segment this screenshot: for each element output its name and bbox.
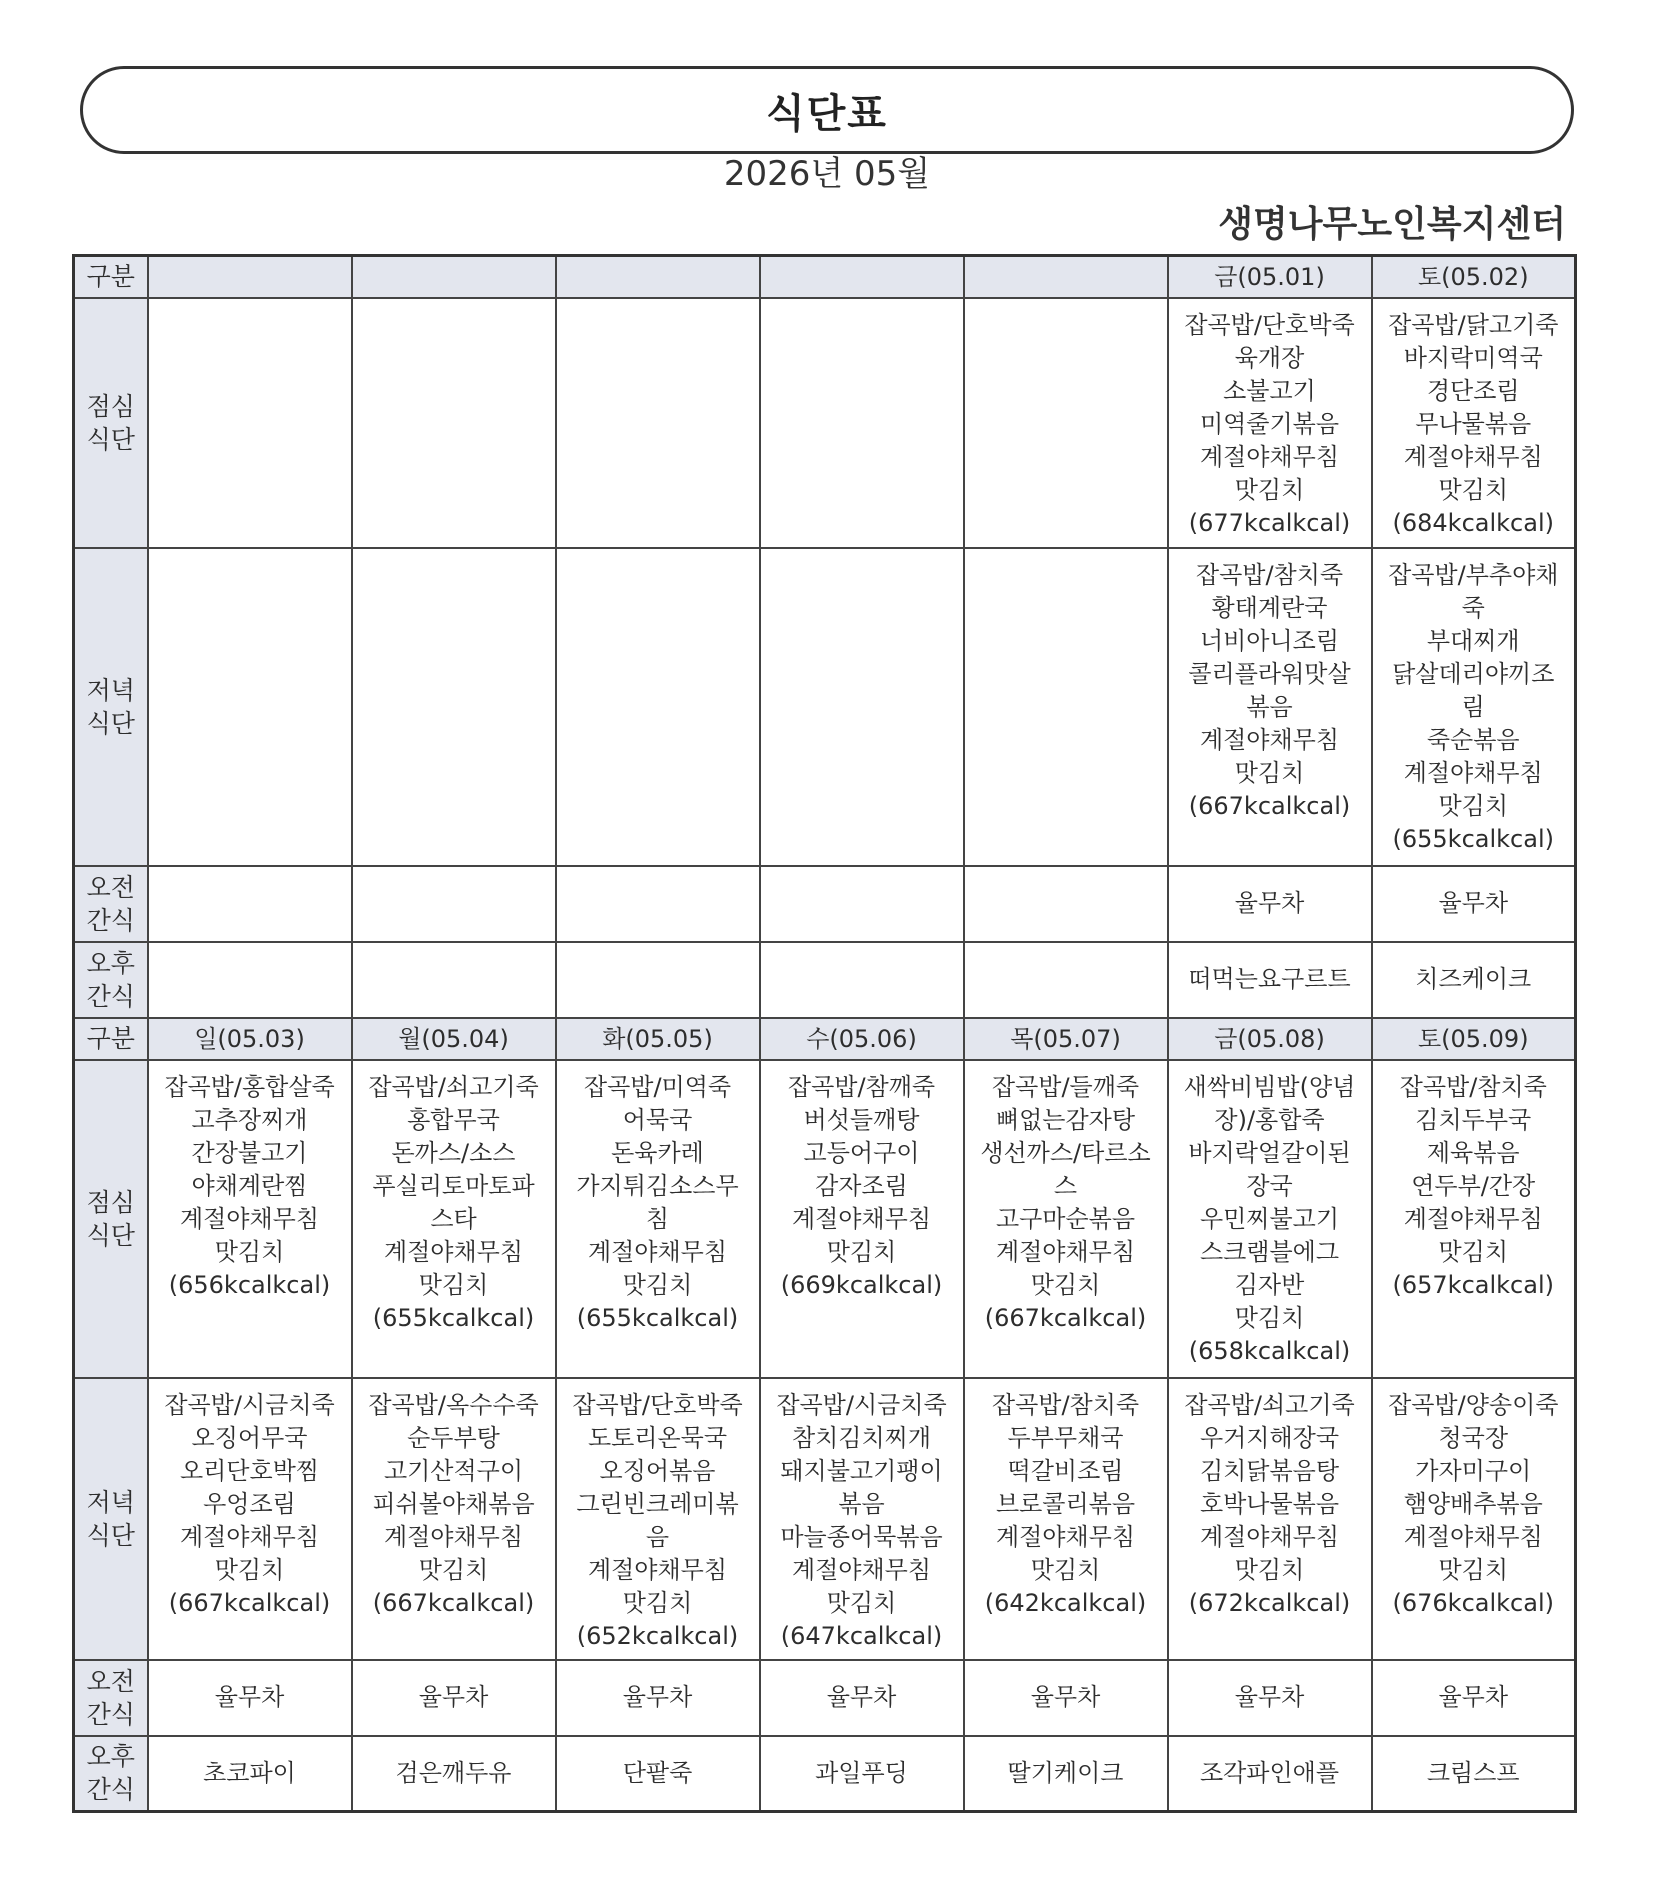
menu-item: 버섯들깨탕: [803, 1105, 920, 1134]
menu-item: 볶음: [838, 1489, 885, 1518]
snack-cell: 율무차: [148, 1660, 352, 1736]
snack-label-line: 간식: [86, 1699, 135, 1729]
menu-item: 맛김치: [826, 1237, 897, 1266]
am-snack-label: [74, 1660, 148, 1736]
dinner-menu-cell: [760, 1378, 964, 1660]
dinner-label: [74, 548, 148, 866]
menu-item: 잡곡밥/참치죽: [1195, 560, 1344, 589]
menu-item: 고추장찌개: [191, 1105, 308, 1134]
snack-label-line: 오후: [86, 948, 135, 978]
menu-item: 콜리플라워맛살: [1188, 659, 1351, 688]
menu-item: 계절야채무침: [587, 1237, 728, 1266]
menu-item: 두부무채국: [1007, 1423, 1124, 1452]
dinner-menu-cell: [964, 548, 1168, 866]
snack-cell: 율무차: [1372, 1660, 1576, 1736]
menu-item: 고기산적구이: [383, 1456, 524, 1485]
lunch-label: [74, 1060, 148, 1378]
menu-item: 간장불고기: [191, 1138, 308, 1167]
menu-item: 홍합무국: [407, 1105, 500, 1134]
menu-item: (657kcalkcal): [1392, 1270, 1554, 1299]
am-snack-row: [74, 1660, 1576, 1736]
week-header-row: [74, 1018, 1576, 1060]
snack-label-line: 오전: [86, 1666, 135, 1696]
menu-item: 도토리온묵국: [587, 1423, 728, 1452]
menu-item: 돈육카레: [611, 1138, 704, 1167]
menu-item: 잡곡밥/단호박죽: [572, 1390, 743, 1419]
dinner-menu-cell: [1372, 548, 1576, 866]
menu-item: 맛김치: [214, 1555, 285, 1584]
menu-item: 오징어무국: [191, 1423, 308, 1452]
menu-item: 잡곡밥/참치죽: [991, 1390, 1140, 1419]
menu-item: 잡곡밥/쇠고기죽: [368, 1072, 539, 1101]
menu-item: (658kcalkcal): [1188, 1336, 1351, 1365]
snack-cell: 떠먹는요구르트: [1168, 942, 1372, 1018]
dinner-menu-cell: [556, 548, 760, 866]
menu-item: 장국: [1246, 1171, 1293, 1200]
lunch-label: [74, 298, 148, 548]
snack-label-line: 간식: [86, 1775, 135, 1805]
lunch-menu-cell: [556, 1060, 760, 1378]
menu-item: (642kcalkcal): [984, 1588, 1147, 1617]
menu-item: (669kcalkcal): [780, 1270, 943, 1299]
dinner-menu-cell: [1168, 548, 1372, 866]
menu-item: 죽: [1461, 593, 1485, 622]
day-header: [148, 256, 352, 298]
menu-item: 잡곡밥/시금치죽: [776, 1390, 947, 1419]
menu-item: 계절야채무침: [791, 1555, 932, 1584]
lunch-label-line: 점심: [86, 391, 135, 421]
menu-item: 무나물볶음: [1415, 409, 1532, 438]
lunch-menu-cell: [760, 1060, 964, 1378]
menu-item: 생선까스/타르소: [980, 1138, 1151, 1167]
menu-item: 계절야채무침: [1403, 758, 1543, 787]
menu-item: 햄양배추볶음: [1403, 1489, 1543, 1518]
menu-item: 마늘종어묵볶음: [780, 1522, 943, 1551]
menu-item: 맛김치: [1438, 1237, 1509, 1266]
dinner-label-line: 식단: [86, 708, 135, 738]
menu-item: 림: [1461, 692, 1485, 721]
menu-item: (684kcalkcal): [1392, 508, 1554, 537]
menu-item: 잡곡밥/참치죽: [1399, 1072, 1547, 1101]
menu-item: 잡곡밥/홍합살죽: [164, 1072, 335, 1101]
lunch-menu-cell: [148, 1060, 352, 1378]
menu-item: 계절야채무침: [1199, 1522, 1340, 1551]
menu-item: (672kcalkcal): [1188, 1588, 1351, 1617]
menu-item: 잡곡밥/부추야채: [1388, 560, 1559, 589]
menu-item: (655kcalkcal): [372, 1303, 535, 1332]
pm-snack-row: [74, 1736, 1576, 1812]
lunch-menu-cell: [1168, 298, 1372, 548]
menu-item: 맛김치: [1438, 791, 1509, 820]
snack-cell: 율무차: [964, 1660, 1168, 1736]
category-label: 구분: [74, 256, 148, 298]
day-header: [964, 256, 1168, 298]
title-banner: [80, 66, 1574, 154]
menu-item: 계절야채무침: [587, 1555, 728, 1584]
menu-item: 맛김치: [622, 1270, 693, 1299]
menu-item: 맛김치: [1234, 758, 1305, 787]
snack-cell: 치즈케이크: [1372, 942, 1576, 1018]
menu-item: 바지락미역국: [1403, 343, 1543, 372]
am-snack-label: [74, 866, 148, 942]
menu-item: 음: [645, 1522, 670, 1551]
menu-item: 계절야채무침: [791, 1204, 932, 1233]
day-header: [352, 256, 556, 298]
day-header: 화(05.05): [556, 1018, 760, 1060]
menu-item: 맛김치: [1438, 1555, 1509, 1584]
lunch-label-line: 식단: [86, 424, 135, 454]
menu-item: 떡갈비조림: [1007, 1456, 1124, 1485]
menu-item: 감자조림: [815, 1171, 908, 1200]
pm-snack-label: [74, 942, 148, 1018]
menu-item: 침: [645, 1204, 670, 1233]
menu-item: 우엉조림: [203, 1489, 296, 1518]
menu-item: 맛김치: [1030, 1555, 1101, 1584]
snack-cell: 딸기케이크: [964, 1736, 1168, 1812]
menu-item: 볶음: [1246, 692, 1293, 721]
dinner-label-line: 저녁: [86, 1487, 135, 1517]
day-header: 수(05.06): [760, 1018, 964, 1060]
menu-item: (667kcalkcal): [1188, 791, 1351, 820]
menu-item: 경단조림: [1426, 376, 1520, 405]
menu-item: 푸실리토마토파: [372, 1171, 535, 1200]
menu-item: 맛김치: [214, 1237, 285, 1266]
menu-item: 그린빈크레미볶: [576, 1489, 739, 1518]
menu-item: 브로콜리볶음: [995, 1489, 1136, 1518]
menu-item: 피쉬볼야채볶음: [372, 1489, 535, 1518]
snack-cell: [352, 942, 556, 1018]
menu-item: 스크램블에그: [1199, 1237, 1340, 1266]
lunch-menu-cell: [352, 298, 556, 548]
lunch-row: [74, 1060, 1576, 1378]
day-header: 월(05.04): [352, 1018, 556, 1060]
menu-item: 맛김치: [418, 1555, 489, 1584]
menu-item: 계절야채무침: [1199, 725, 1340, 754]
day-header: 토(05.02): [1372, 256, 1576, 298]
menu-item: 너비아니조림: [1199, 626, 1340, 655]
snack-cell: [760, 866, 964, 942]
menu-table: [72, 254, 1577, 1813]
snack-cell: [964, 866, 1168, 942]
snack-label-line: 오후: [86, 1742, 135, 1772]
menu-item: 소불고기: [1223, 376, 1316, 405]
dinner-menu-cell: [760, 548, 964, 866]
pm-snack-label: [74, 1736, 148, 1812]
day-header: 일(05.03): [148, 1018, 352, 1060]
menu-item: 호박나물볶음: [1199, 1489, 1340, 1518]
dinner-menu-cell: [1372, 1378, 1576, 1660]
lunch-menu-cell: [352, 1060, 556, 1378]
snack-cell: [148, 942, 352, 1018]
menu-item: 오리단호박찜: [179, 1456, 320, 1485]
menu-item: 미역줄기볶음: [1199, 409, 1340, 438]
menu-item: (677kcalkcal): [1188, 508, 1351, 537]
menu-item: 장)/홍합죽: [1214, 1105, 1325, 1134]
menu-item: 맛김치: [1234, 1555, 1305, 1584]
menu-item: 닭살데리야끼조: [1392, 659, 1555, 688]
lunch-menu-cell: [760, 298, 964, 548]
day-header: 목(05.07): [964, 1018, 1168, 1060]
menu-item: 잡곡밥/옥수수죽: [368, 1390, 539, 1419]
menu-item: 바지락얼갈이된: [1188, 1138, 1351, 1167]
menu-item: 계절야채무침: [995, 1237, 1136, 1266]
menu-item: 맛김치: [1234, 1303, 1305, 1332]
dinner-row: [74, 1378, 1576, 1660]
menu-item: 맛김치: [418, 1270, 489, 1299]
snack-cell: 율무차: [352, 1660, 556, 1736]
menu-item: 맛김치: [826, 1588, 897, 1617]
snack-label-line: 간식: [86, 905, 135, 935]
menu-item: (656kcalkcal): [168, 1270, 331, 1299]
menu-item: 잡곡밥/미역죽: [583, 1072, 732, 1101]
menu-item: 고구마순볶음: [995, 1204, 1136, 1233]
day-header: 토(05.09): [1372, 1018, 1576, 1060]
snack-cell: 율무차: [1168, 1660, 1372, 1736]
menu-item: 김치닭볶음탕: [1199, 1456, 1340, 1485]
day-header: 금(05.01): [1168, 256, 1372, 298]
snack-cell: 율무차: [556, 1660, 760, 1736]
menu-item: 계절야채무침: [995, 1522, 1136, 1551]
dinner-menu-cell: [352, 548, 556, 866]
snack-cell: [352, 866, 556, 942]
menu-item: (667kcalkcal): [372, 1588, 535, 1617]
menu-item: 새싹비빔밥(양념: [1183, 1072, 1356, 1101]
lunch-menu-cell: [148, 298, 352, 548]
menu-item: 계절야채무침: [179, 1204, 320, 1233]
menu-item: (647kcalkcal): [780, 1621, 943, 1650]
menu-item: 계절야채무침: [383, 1237, 524, 1266]
dinner-menu-cell: [148, 548, 352, 866]
snack-cell: 과일푸딩: [760, 1736, 964, 1812]
menu-item: 청국장: [1438, 1423, 1509, 1452]
menu-item: 계절야채무침: [1403, 1204, 1543, 1233]
menu-item: 계절야채무침: [179, 1522, 320, 1551]
menu-item: 잡곡밥/양송이죽: [1388, 1390, 1559, 1419]
menu-item: 맛김치: [1438, 475, 1509, 504]
dinner-menu-cell: [1168, 1378, 1372, 1660]
menu-item: 제육볶음: [1426, 1138, 1520, 1167]
menu-item: 가자미구이: [1415, 1456, 1532, 1485]
menu-item: 가지튀김소스무: [576, 1171, 739, 1200]
menu-item: 육개장: [1234, 343, 1305, 372]
menu-item: 맛김치: [1030, 1270, 1101, 1299]
menu-item: (655kcalkcal): [576, 1303, 739, 1332]
menu-item: 고등어구이: [803, 1138, 920, 1167]
dinner-menu-cell: [964, 1378, 1168, 1660]
menu-item: 잡곡밥/단호박죽: [1184, 310, 1355, 339]
menu-item: (676kcalkcal): [1392, 1588, 1554, 1617]
dinner-label-line: 식단: [86, 1520, 135, 1550]
menu-item: 계절야채무침: [1403, 442, 1543, 471]
snack-cell: 율무차: [1372, 866, 1576, 942]
menu-item: 뼈없는감자탕: [995, 1105, 1136, 1134]
lunch-menu-cell: [964, 298, 1168, 548]
menu-item: (667kcalkcal): [168, 1588, 331, 1617]
menu-item: 황태계란국: [1211, 593, 1328, 622]
menu-item: 김치두부국: [1415, 1105, 1532, 1134]
snack-cell: 조각파인애플: [1168, 1736, 1372, 1812]
menu-item: 스타: [430, 1204, 477, 1233]
menu-item: 계절야채무침: [1199, 442, 1340, 471]
menu-item: 연두부/간장: [1411, 1171, 1536, 1200]
lunch-menu-cell: [1372, 298, 1576, 548]
month-label: 2026년 05월: [723, 154, 931, 194]
menu-item: 잡곡밥/쇠고기죽: [1184, 1390, 1355, 1419]
snack-cell: 단팥죽: [556, 1736, 760, 1812]
pm-snack-row: [74, 942, 1576, 1018]
dinner-label-line: 저녁: [86, 675, 135, 705]
snack-label-line: 오전: [86, 872, 135, 902]
dinner-row: [74, 548, 1576, 866]
menu-item: 잡곡밥/참깨죽: [787, 1072, 936, 1101]
am-snack-row: [74, 866, 1576, 942]
dinner-menu-cell: [556, 1378, 760, 1660]
snack-cell: 검은깨두유: [352, 1736, 556, 1812]
page-title: 식단표: [766, 90, 888, 137]
lunch-menu-cell: [556, 298, 760, 548]
menu-item: 계절야채무침: [383, 1522, 524, 1551]
week-header-row: [74, 256, 1576, 298]
menu-item: 순두부탕: [407, 1423, 500, 1452]
menu-item: 우민찌불고기: [1199, 1204, 1340, 1233]
snack-cell: 율무차: [1168, 866, 1372, 942]
day-header: 금(05.08): [1168, 1018, 1372, 1060]
snack-cell: [556, 942, 760, 1018]
lunch-menu-cell: [964, 1060, 1168, 1378]
menu-item: 돈까스/소스: [391, 1138, 516, 1167]
menu-item: 맛김치: [1234, 475, 1305, 504]
menu-item: 부대찌개: [1426, 626, 1520, 655]
menu-item: 계절야채무침: [1403, 1522, 1543, 1551]
center-name: 생명나무노인복지센터: [1218, 204, 1566, 245]
menu-item: 우거지해장국: [1199, 1423, 1340, 1452]
day-header: [760, 256, 964, 298]
menu-item: 참치김치찌개: [791, 1423, 932, 1452]
menu-item: 야채계란찜: [191, 1171, 308, 1200]
lunch-label-line: 점심: [86, 1187, 135, 1217]
menu-item: 잡곡밥/시금치죽: [164, 1390, 335, 1419]
lunch-menu-cell: [1372, 1060, 1576, 1378]
dinner-menu-cell: [352, 1378, 556, 1660]
snack-cell: [964, 942, 1168, 1018]
menu-item: 스: [1053, 1171, 1078, 1200]
menu-item: (655kcalkcal): [1392, 824, 1554, 853]
menu-item: (652kcalkcal): [576, 1621, 739, 1650]
snack-cell: 초코파이: [148, 1736, 352, 1812]
dinner-label: [74, 1378, 148, 1660]
menu-item: 김자반: [1234, 1270, 1305, 1299]
category-label: 구분: [74, 1018, 148, 1060]
menu-item: 어묵국: [622, 1105, 693, 1134]
snack-cell: [760, 942, 964, 1018]
menu-item: 죽순볶음: [1426, 725, 1520, 754]
menu-item: (667kcalkcal): [984, 1303, 1147, 1332]
snack-cell: 율무차: [760, 1660, 964, 1736]
dinner-menu-cell: [148, 1378, 352, 1660]
lunch-row: [74, 298, 1576, 548]
menu-item: 오징어볶음: [599, 1456, 716, 1485]
lunch-menu-cell: [1168, 1060, 1372, 1378]
snack-cell: [148, 866, 352, 942]
lunch-label-line: 식단: [86, 1220, 135, 1250]
menu-item: 맛김치: [622, 1588, 693, 1617]
snack-cell: 크림스프: [1372, 1736, 1576, 1812]
day-header: [556, 256, 760, 298]
menu-item: 돼지불고기팽이: [780, 1456, 943, 1485]
menu-item: 잡곡밥/들깨죽: [991, 1072, 1140, 1101]
menu-item: 잡곡밥/닭고기죽: [1388, 310, 1559, 339]
snack-label-line: 간식: [86, 981, 135, 1011]
snack-cell: [556, 866, 760, 942]
